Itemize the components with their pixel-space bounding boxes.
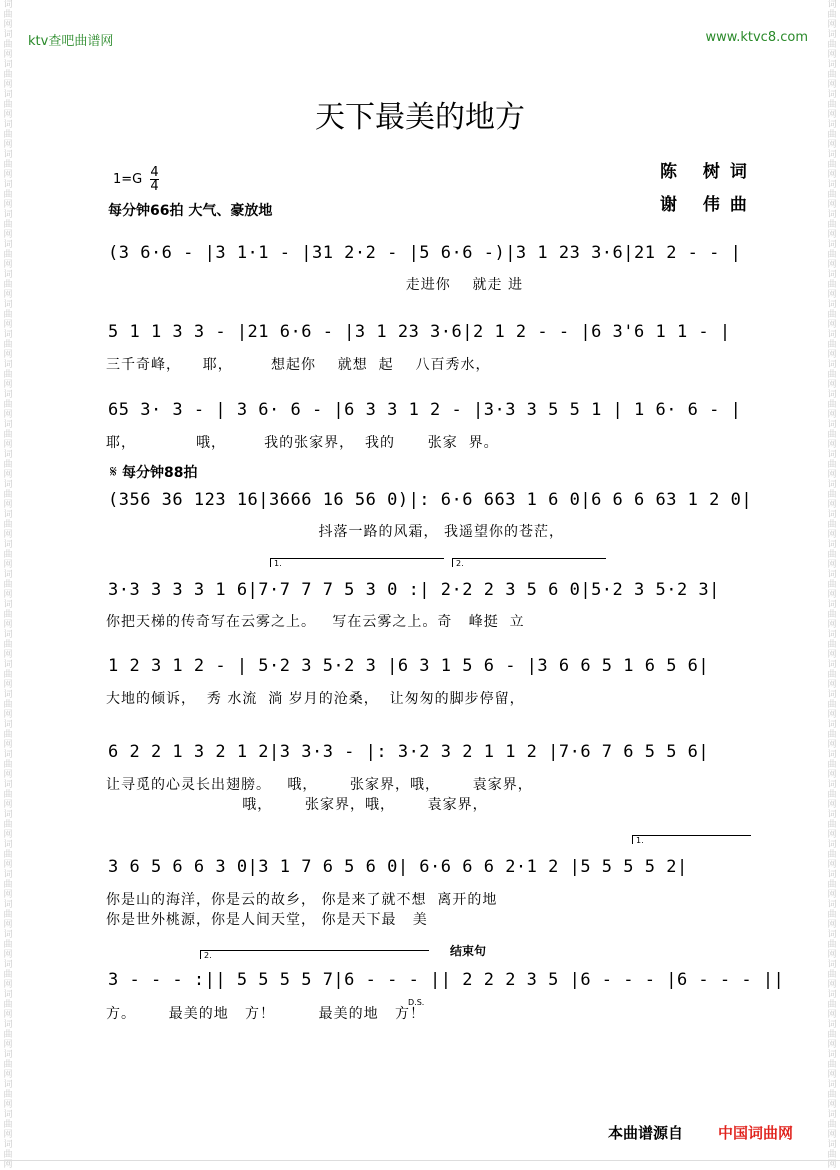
lyric-row-4: 抖落一路的风霜， 我遥望你的苍茫， [106, 524, 565, 540]
time-signature [150, 166, 158, 193]
dal-segno-mark: D.S. [408, 998, 425, 1007]
notation-row-9: 3 - - - :|| 5 5 5 5 7|6 - - - || 2 2 2 3 5 |6 - - - |6 - - - || [108, 970, 785, 990]
volta-second-ending-2: 2. [200, 950, 429, 959]
notation-row-4: (356 36 123 16|3666 16 56 0)|: 6·6 663 1 6 0|6 6 6 63 1 2 0| [108, 490, 753, 510]
lyricist-credit: 陈 树词 [660, 162, 757, 182]
bottom-divider [0, 1160, 840, 1161]
time-bottom: 4 [150, 179, 159, 194]
notation-row-3: 65 3· 3 - | 3 6· 6 - |6 3 3 1 2 - |3·3 3 5 5 1 | 1 6· 6 - | [108, 400, 742, 420]
time-top: 4 [150, 165, 159, 180]
lyric-row-1: 走进你 就走 进 [106, 277, 524, 293]
notation-row-6: 1 2 3 1 2 - | 5·2 3 5·2 3 |6 3 1 5 6 - |3 6 6 5 1 6 5 6| [108, 656, 710, 676]
lyric-row-6: 大地的倾诉， 秀 水流 淌 岁月的沧桑， 让匆匆的脚步停留， [106, 691, 525, 707]
notation-row-5: 3·3 3 3 3 1 6|7·7 7 7 5 3 0 :| 2·2 2 3 5 6 0|5·2 3 5·2 3| [108, 580, 720, 600]
tempo-marking-1: 每分钟66拍 大气、豪放地 [108, 203, 273, 219]
notation-row-8: 3 6 5 6 6 3 0|3 1 7 6 5 6 0| 6·6 6 6 2·1 2 |5 5 5 5 2| [108, 857, 688, 877]
lyric-row-8b: 你是世外桃源，你是人间天堂， 你是天下最 美 [106, 912, 428, 928]
lyric-row-7a: 让寻觅的心灵长出翅膀。 哦， 张家界，哦， 袁家界， [106, 777, 533, 793]
left-site-label[interactable]: ktv查吧曲谱网 [28, 34, 114, 49]
volta-first-ending: 1. [270, 558, 444, 567]
footer-source-label: 本曲谱源自 [608, 1124, 684, 1142]
right-site-url[interactable]: www.ktvc8.com [705, 30, 808, 45]
notation-row-1: (3 6·6 - |3 1·1 - |31 2·2 - |5 6·6 -)|3 1 23 3·6|21 2 - - | [108, 243, 742, 263]
lyric-row-3: 耶， 哦， 我的张家界， 我的 张家 界。 [106, 435, 499, 451]
watermark-left: 词曲网词曲网词曲网词曲网词曲网词曲网词曲网词曲网词曲网词曲网词曲网词曲网词曲网词曲网词曲网词曲网词曲网词曲网词曲网词曲网词曲网词曲网词曲网词曲网词曲网词曲网词曲网词曲网词曲网词曲网词曲网词曲网词曲网词曲网词曲网词曲网词曲网词曲网词曲网 [3, 0, 13, 1170]
lyric-row-2: 三千奇峰， 耶， 想起你 就想 起 八百秀水， [106, 357, 491, 373]
lyric-row-5: 你把天梯的传奇写在云雾之上。 写在云雾之上。奇 峰挺 立 [106, 614, 525, 630]
notation-row-7: 6 2 2 1 3 2 1 2|3 3·3 - |: 3·2 3 2 1 1 2 |7·6 7 6 5 5 6| [108, 742, 710, 762]
song-title: 天下最美的地方 [315, 100, 525, 135]
notation-row-2: 5 1 1 3 3 - |21 6·6 - |3 1 23 3·6|2 1 2 - - |6 3'6 1 1 - | [108, 322, 731, 342]
lyric-row-7b: 哦， 张家界，哦， 袁家界， [106, 797, 488, 813]
key-label: 1=G [113, 172, 143, 187]
segno-symbol: 𝄋 [110, 462, 117, 481]
footer-source-link[interactable]: 中国词曲网 [718, 1124, 794, 1142]
segno-sign [110, 462, 197, 482]
tempo-marking-2: 每分钟88拍 [121, 465, 198, 481]
volta-first-ending-2: 1. [632, 835, 751, 844]
lyric-row-8a: 你是山的海洋，你是云的故乡， 你是来了就不想 离开的地 [106, 892, 498, 908]
lyric-row-9: 方。 最美的地 方！ 最美的地 方！ [106, 1006, 426, 1022]
composer-credit: 谢 伟曲 [660, 195, 757, 215]
watermark-right: 词曲网词曲网词曲网词曲网词曲网词曲网词曲网词曲网词曲网词曲网词曲网词曲网词曲网词曲网词曲网词曲网词曲网词曲网词曲网词曲网词曲网词曲网词曲网词曲网词曲网词曲网词曲网词曲网词曲网词曲网词曲网词曲网词曲网词曲网词曲网词曲网词曲网词曲网词曲网 [827, 0, 837, 1170]
key-signature [113, 166, 159, 193]
end-phrase-label: 结束句 [450, 944, 487, 958]
volta-second-ending: 2. [452, 558, 606, 567]
